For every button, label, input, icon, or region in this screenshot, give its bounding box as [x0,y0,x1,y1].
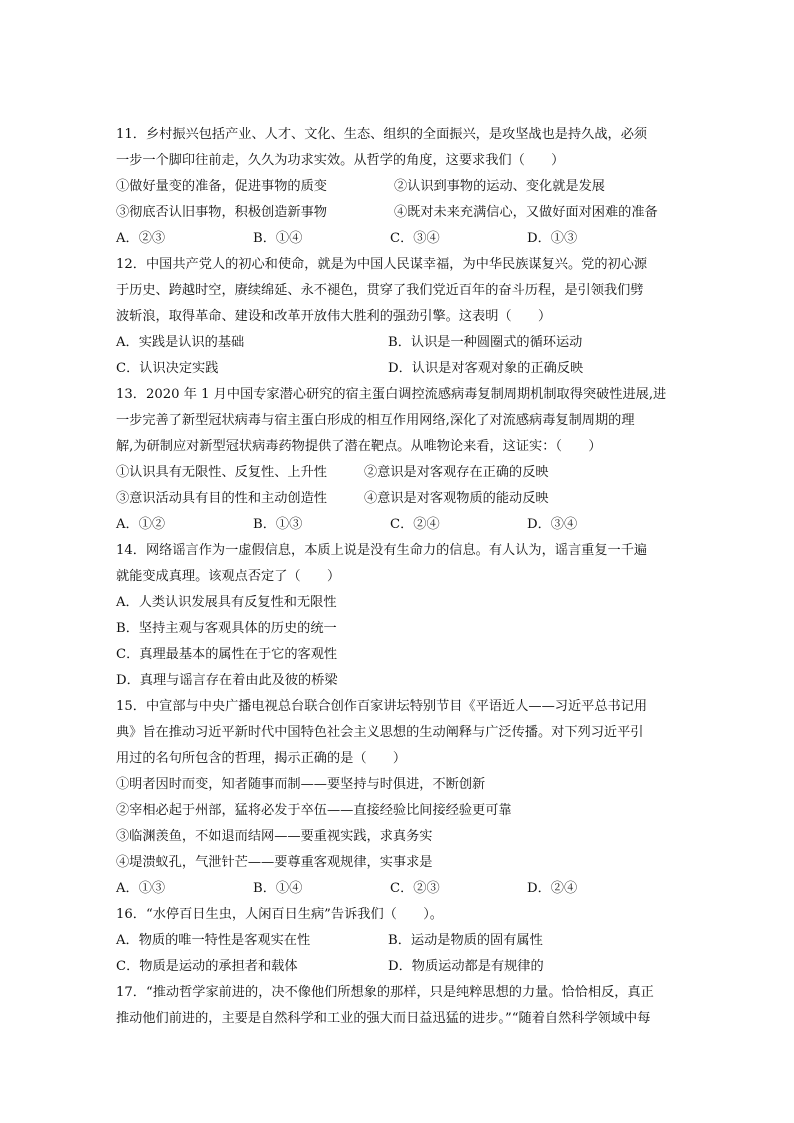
statement-row [116,486,686,512]
option-d: D．②④ [527,881,578,896]
option-b: B．①④ [253,231,303,246]
option-c: C．②④ [390,517,440,532]
option-d: D．真理与谣言存在着由此及彼的桥梁 [116,673,338,688]
question-stem: 11．乡村振兴包括产业、人才、文化、生态、组织的全面振兴，是攻坚战也是持久战，必须 [116,127,648,142]
option-a: A．人类认识发展具有反复性和无限性 [116,595,337,610]
option-d: D．认识是对客观对象的正确反映 [388,361,584,376]
question-17 [116,980,686,1032]
option-row [116,954,686,980]
option-b: B．①④ [253,881,303,896]
option-d: D．物质运动都是有规律的 [388,959,544,974]
option-d: D．①③ [527,231,578,246]
question-16 [116,902,686,980]
statement: ④既对未来充满信心，又做好面对困难的准备 [394,205,658,220]
option-a: A．物质的唯一特性是客观实在性 [116,933,311,948]
option-row [116,356,686,382]
statement: ②认识到事物的运动、变化就是发展 [394,179,605,194]
option-row [116,876,686,902]
option-c: C．②③ [390,881,440,896]
option-a: A．实践是认识的基础 [116,335,245,350]
question-12 [116,252,686,382]
option-row [116,330,686,356]
question-stem: 14．网络谣言作为一虚假信息，本质上说是没有生命力的信息。有人认为，谣言重复一千遍 [116,543,648,558]
option-row [116,928,686,954]
statement: ②意识是对客观存在正确的反映 [364,465,549,480]
exam-page [116,122,686,1032]
question-stem: 用过的名句所包含的哲理，揭示正确的是（ ） [116,751,407,766]
question-stem: 13．2020 年 1 月中国专家潜心研究的宿主蛋白调控流感病毒复制周期机制取得突破性进展,进 [116,387,667,402]
statement-row [116,200,686,226]
question-stem: 典》旨在推动习近平新时代中国特色社会主义思想的生动阐释与广泛传播。对下列习近平引 [116,725,644,740]
question-13 [116,382,686,538]
question-11 [116,122,686,252]
question-stem: 15．中宣部与中央广播电视总台联合创作百家讲坛特别节目《平语近人——习近平总书记用 [116,699,648,714]
option-a: A．①③ [116,881,166,896]
statement: ③彻底否认旧事物，积极创造新事物 [116,205,327,220]
option-b: B．坚持主观与客观具体的历史的统一 [116,621,337,636]
statement: ①认识具有无限性、反复性、上升性 [116,465,327,480]
option-b: B．运动是物质的固有属性 [388,933,543,948]
option-b: B．认识是一种圆圈式的循环运动 [388,335,583,350]
question-stem: 12．中国共产党人的初心和使命，就是为中国人民谋幸福，为中华民族谋复兴。党的初心源 [116,257,648,272]
option-c: C．物质是运动的承担者和载体 [116,959,298,974]
option-c: C．真理最基本的属性在于它的客观性 [116,647,338,662]
option-row [116,512,686,538]
question-stem: 16．“水停百日生虫，人闲百日生病”告诉我们（ ）。 [116,907,443,922]
question-15 [116,694,686,902]
option-c: C．认识决定实践 [116,361,219,376]
statement: ③意识活动具有目的性和主动创造性 [116,491,327,506]
statement: ①明者因时而变，知者随事而制——要坚持与时俱进，不断创新 [116,777,486,792]
statement: ③临渊羡鱼，不如退而结网——要重视实践，求真务实 [116,829,433,844]
statement: ①做好量变的准备，促进事物的质变 [116,179,327,194]
option-a: A．①② [116,517,166,532]
question-stem: 17．“推动哲学家前进的，决不像他们所想象的那样，只是纯粹思想的力量。恰恰相反，真正 [116,985,654,1000]
option-b: B．①③ [253,517,303,532]
question-14 [116,538,686,694]
option-c: C．③④ [390,231,440,246]
option-d: D．③④ [527,517,578,532]
question-stem: 波斩浪，取得革命、建设和改革开放伟大胜利的强劲引擎。这表明（ ） [116,309,552,324]
question-stem: 推动他们前进的，主要是自然科学和工业的强大而日益迅猛的进步。”“随着自然科学领域中每 [116,1011,651,1026]
statement: ②宰相必起于州部，猛将必发于卒伍——直接经验比间接经验更可靠 [116,803,512,818]
option-a: A．②③ [116,231,166,246]
statement-row [116,460,686,486]
question-stem: 一步一个脚印往前走，久久为功求实效。从哲学的角度，这要求我们（ ） [116,153,565,168]
statement: ④堤溃蚁孔，气泄针芒——要尊重客观规律，实事求是 [116,855,433,870]
question-stem: 于历史、跨越时空，赓续绵延、永不褪色，贯穿了我们党近百年的奋斗历程，是引领我们劈 [116,283,644,298]
statement-row [116,174,686,200]
question-stem: 就能变成真理。该观点否定了（ ） [116,569,341,584]
statement: ④意识是对客观物质的能动反映 [364,491,549,506]
question-stem: 一步完善了新型冠状病毒与宿主蛋白形成的相互作用网络,深化了对流感病毒复制周期的理 [116,413,635,428]
question-stem: 解,为研制应对新型冠状病毒药物提供了潜在靶点。从唯物论来看，这证实：（ ） [116,439,602,454]
option-row [116,226,686,252]
